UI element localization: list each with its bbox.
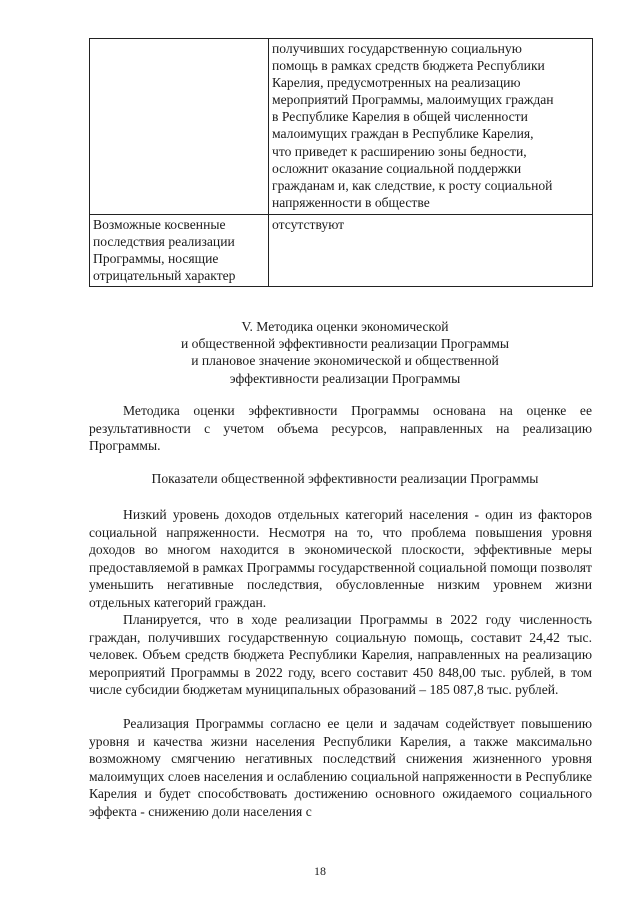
page-number: 18 xyxy=(314,864,326,878)
table-row xyxy=(90,215,593,287)
paragraph-income: Низкий уровень доходов отдельных категорий населения - один из факторов социальной напряженности. Несмотря на то, что проблема повышения уровня доходов во многом находится в экономической плоскости, эффективные меры предоставляемой в рамках Программы государственной социальной помощи позволят уменьшить негативные последствия, обусловленные низким уровнем жизни отдельных категорий граждан. xyxy=(89,507,592,610)
table-cell xyxy=(269,215,593,287)
table-cell-text: получивших государственную социальную помощь в рамках средств бюджета Республики Карелия, предусмотренных на реализацию мероприятий Программы, малоимущих граждан в Республике Карелия в общей численности малоимущих граждан в Республике Карелия, что приведет к расширению зоны бедности, осложнит оказание социальной поддержки гражданам и, как следствие, к росту социальной напряженности в обществе xyxy=(272,41,554,210)
section-heading: V. Методика оценки экономической и общественной эффективности реализации Программы и плановое значение экономической и общественной эффективности реализации Программы xyxy=(180,319,510,386)
paragraph-implementation: Реализация Программы согласно ее цели и задачам содействует повышению уровня и качества жизни населения Республики Карелия, а также максимально возможному смягчению негативных последствий снижения жизненного уровня малоимущих слоев населения и ослаблению социальной напряженности в Республике Карелия и будет способствовать достижению основного ожидаемого социального эффекта - снижению доли населения с xyxy=(89,716,592,819)
paragraph-methodology: Методика оценки эффективности Программы основана на оценке ее результативности с учетом объема ресурсов, направленных на реализацию Программы. xyxy=(89,403,592,454)
table-cell-empty xyxy=(90,39,269,215)
table-cell xyxy=(90,215,269,287)
table-row xyxy=(90,39,593,215)
sub-heading: Показатели общественной эффективности реализации Программы xyxy=(151,471,539,486)
consequences-table xyxy=(89,38,593,287)
table-cell-text: Возможные косвенные последствия реализации Программы, носящие отрицательный характер xyxy=(93,217,236,284)
table-cell-text: отсутствуют xyxy=(272,217,345,232)
table-cell xyxy=(269,39,593,215)
paragraph-plan: Планируется, что в ходе реализации Программы в 2022 году численность граждан, получивших государственную социальную помощь, составит 24,42 тыс. человек. Объем средств бюджета Республики Карелия, направленных на реализацию мероприятий Программы в 2022 году, всего составит 450 848,00 тыс. рублей, в том числе субсидии бюджетам муниципальных образований – 185 087,8 тыс. рублей. xyxy=(89,612,592,698)
